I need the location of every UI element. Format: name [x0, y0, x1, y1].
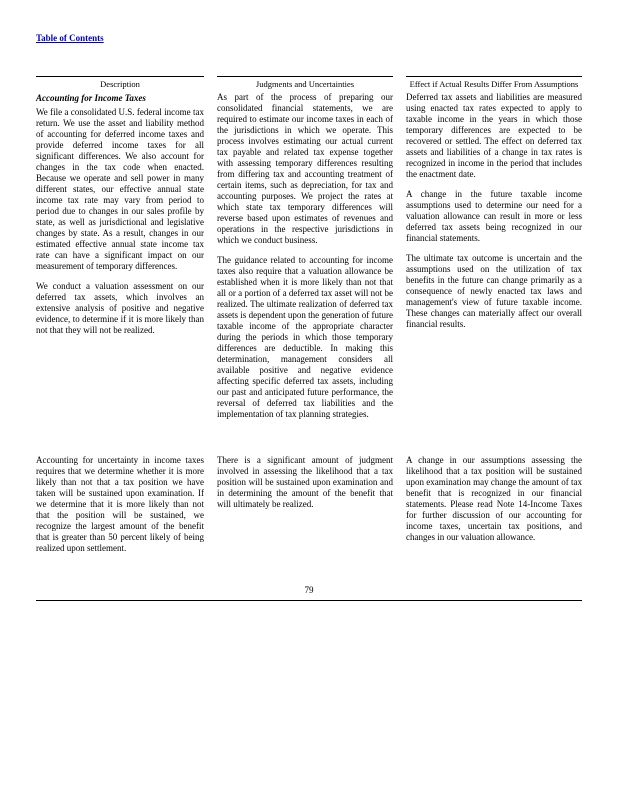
description-cell-row2 [36, 455, 204, 563]
description-paragraph-2: We conduct a valuation assessment on our deferred tax assets, which involves an extensive analysis of positive and negative evidence, to determine if it is more likely than not that they will not be realized. [36, 281, 204, 335]
table-of-contents-link[interactable]: Table of Contents [36, 33, 104, 43]
footer-divider [36, 600, 582, 601]
column-header-judgments: Judgments and Uncertainties [217, 76, 393, 89]
page-number: 79 [304, 585, 314, 595]
description-uncertainty-paragraph: Accounting for uncertainty in income taxes requires that we determine whether it is more likely than not that a tax position we have taken will be sustained upon examination. If we determine that it is more likely than not that the position will be sustained, we recognize the largest amount of the benefit that is greater than 50 percent likely of being realized upon settlement. [36, 455, 204, 553]
column-header-description: Description [36, 76, 204, 89]
judgments-paragraph-2: The guidance related to accounting for income taxes also require that a valuation allowance be established when it is more likely than not that all or a portion of a deferred tax asset will not be realized. The ultimate realization of deferred tax assets is dependent upon the generation of future taxable income of the appropriate character during the periods in which those temporary differences are deductible. In making this determination, management considers all available positive and negative evidence affecting specific deferred tax assets, including our past and anticipated future performance, the reversal of deferred tax liabilities and the implementation of tax planning strategies. [217, 255, 393, 419]
effect-cell-row1 [406, 92, 582, 429]
effect-paragraph-3: The ultimate tax outcome is uncertain and the assumptions used on the utilization of tax benefits in the future can change primarily as a consequence of newly enacted tax laws and management's view of future taxable income. These changes can materially affect our overall financial results. [406, 253, 582, 329]
description-cell-row1 [36, 92, 204, 429]
critical-accounting-policies-table [36, 76, 582, 563]
judgments-cell-row2 [217, 455, 393, 563]
judgments-paragraph-1: As part of the process of preparing our consolidated financial statements, we are required to estimate our income taxes in each of the jurisdictions in which we operate. This process involves estimating our actual current tax payable and related tax expense together with assessing temporary differences resulting from differing tax and accounting treatment of certain items, such as depreciation, for tax and accounting purposes. We project the rates at which state tax temporary differences will reverse based upon estimates of revenues and operations in the respective jurisdictions in which we conduct business. [217, 92, 393, 245]
judgments-uncertainty-paragraph: There is a significant amount of judgment involved in assessing the likelihood that a tax position will be sustained upon examination and in determining the amount of the benefit that will ultimately be realized. [217, 455, 393, 509]
column-header-effect: Effect if Actual Results Differ From Assumptions [406, 76, 582, 89]
description-paragraph-1: We file a consolidated U.S. federal income tax return. We use the asset and liability method of accounting for deferred income taxes and provide deferred income taxes for all significant differences. We also account for changes in the tax code when enacted. Because we operate and sell power in many different states, our effective annual state income tax rate may vary from period to period due to changes in our sales profile by state, as well as jurisdictional and legislative changes by state. As a result, changes in our estimated effective annual state income tax rate can have a significant impact on our measurement of temporary differences. [36, 107, 204, 271]
judgments-cell-row1 [217, 92, 393, 429]
effect-uncertainty-paragraph: A change in our assumptions assessing the likelihood that a tax position will be sustained upon examination may change the amount of tax benefit that is recognized in our financial statements. Please read Note 14-Income Taxes for further discussion of our accounting for income taxes, uncertain tax positions, and changes in our valuation allowance. [406, 455, 582, 542]
effect-paragraph-1: Deferred tax assets and liabilities are measured using enacted tax rates expected to apply to taxable income in the years in which those temporary differences are expected to be recovered or settled. The effect on deferred tax assets and liabilities of a change in tax rates is recognized in income in the period that includes the enactment date. [406, 92, 582, 179]
effect-paragraph-2: A change in the future taxable income assumptions used to determine our need for a valuation allowance can result in more or less deferred tax assets being recognized in our financial statements. [406, 189, 582, 243]
effect-cell-row2 [406, 455, 582, 563]
section-heading-accounting-for-income-taxes: Accounting for Income Taxes [36, 93, 146, 103]
